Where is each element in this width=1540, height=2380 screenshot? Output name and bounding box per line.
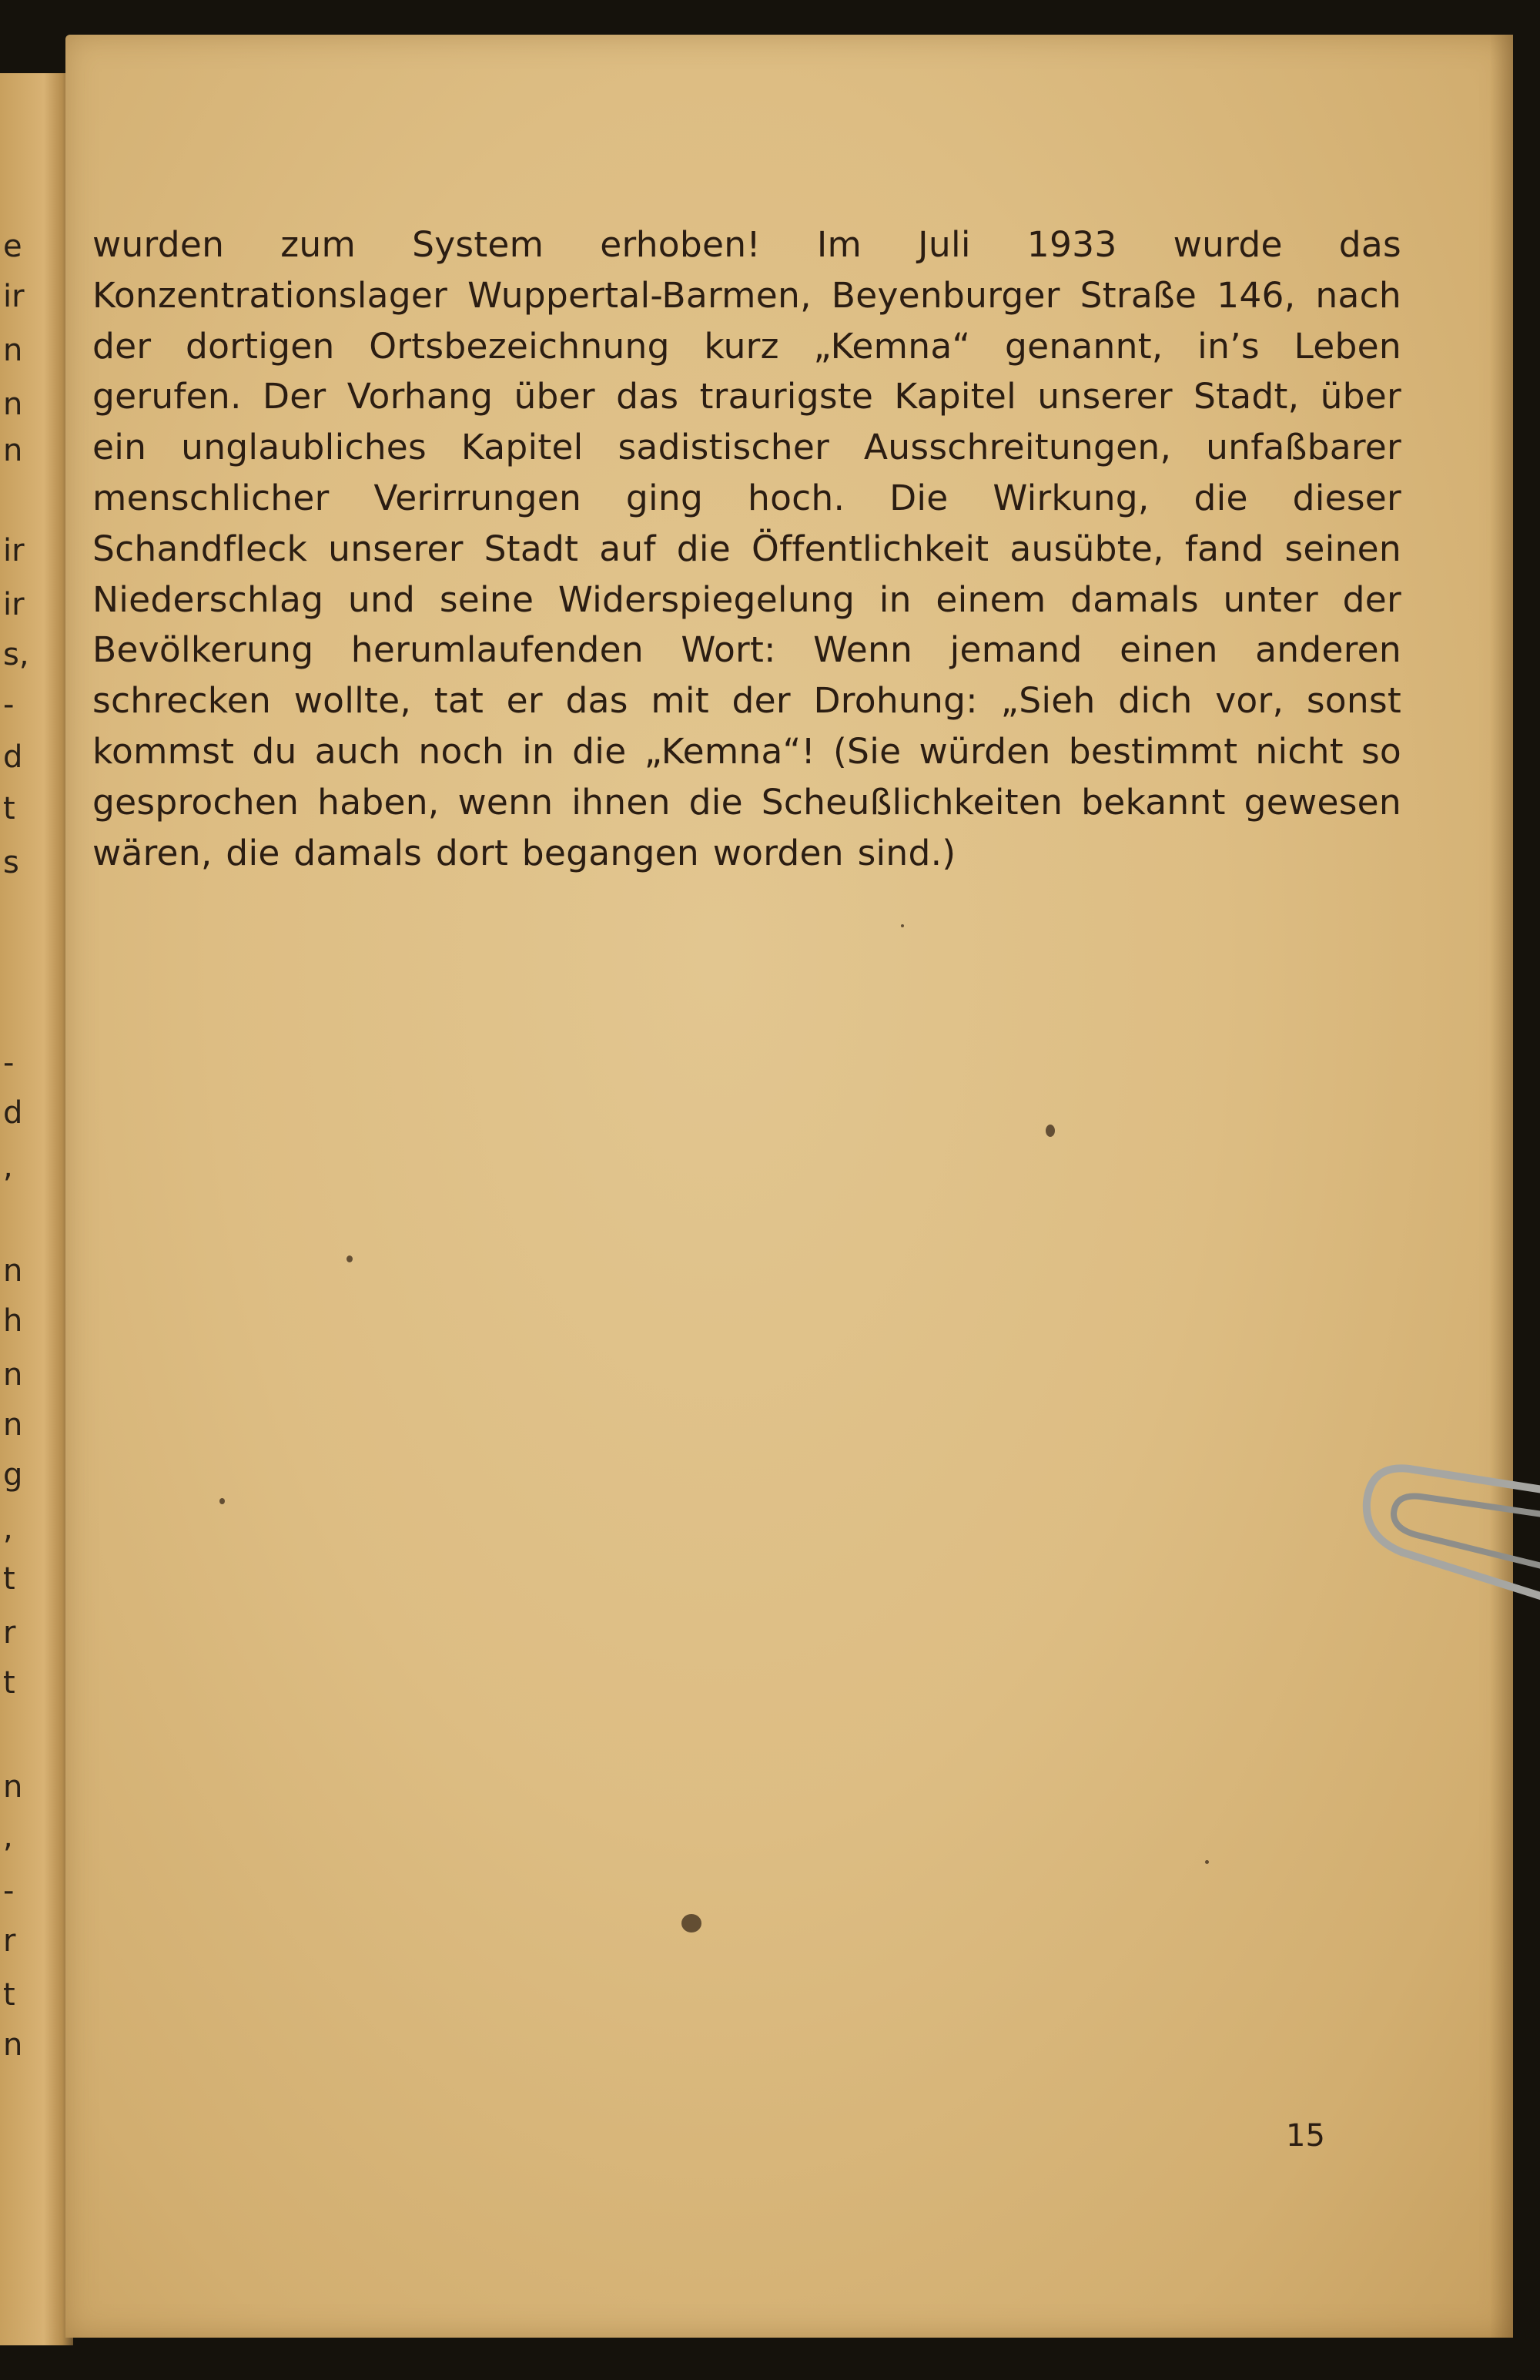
previous-page-fragment: n [3,387,23,422]
page-number: 15 [1286,2118,1325,2154]
book-page [65,35,1513,2338]
paper-speck [901,924,904,927]
previous-page-fragment: r [3,1615,16,1651]
page-edge-shadow [1490,35,1513,2338]
previous-page-fragment: - [3,1873,15,1909]
previous-page-fragment: , [3,1819,13,1855]
previous-page-fragment: s, [3,637,29,672]
previous-page-fragment: n [3,2027,23,2063]
previous-page-fragment: t [3,1561,15,1597]
previous-page-fragment: e [3,229,22,264]
previous-page-edge [0,73,73,2345]
previous-page-fragment: n [3,333,23,368]
previous-page-fragment: d [3,1095,23,1131]
paper-speck [346,1255,353,1262]
previous-page-fragment: s [3,845,19,880]
previous-page-fragment: h [3,1303,23,1339]
previous-page-fragment: , [3,1149,13,1185]
previous-page-fragment: n [3,1357,23,1393]
previous-page-fragment: , [3,1511,13,1547]
previous-page-fragment: t [3,1665,15,1701]
previous-page-fragment: g [3,1457,23,1493]
previous-page-fragment: n [3,1407,23,1443]
paper-speck [1046,1125,1055,1137]
previous-page-fragment: ir [3,279,25,314]
previous-page-fragment: d [3,739,23,775]
previous-page-fragment: ir [3,587,25,622]
paper-speck [1205,1860,1209,1864]
paperclip [1355,1460,1540,1683]
previous-page-fragment: r [3,1923,16,1959]
previous-page-fragment: t [3,791,15,826]
previous-page-fragment: n [3,433,23,468]
previous-page-fragment: t [3,1977,15,2013]
previous-page-fragment: - [3,1045,15,1081]
previous-page-fragment: n [3,1769,23,1805]
body-paragraph: wurden zum System erhoben! Im Juli 1933 wurde das Konzentrationslager Wuppertal-Barmen, Beyenburger Straße 146, nach der dortigen Ortsbezeichnung kurz „Kemna“ genannt, in’s Leben gerufen. Der Vorhang über das traurigste Kapitel unserer Stadt, über ein unglaubliches Kapitel sadistischer Ausschreitungen, unfaßbarer menschlicher Verirrungen ging hoch. Die Wirkung, die dieser Schandfleck unserer Stadt auf die Öffentlichkeit ausübte, fand seinen Niederschlag und seine Widerspiegelung in einem damals unter der Bevölkerung herumlaufenden Wort: Wenn jemand einen anderen schrecken wollte, tat er das mit der Drohung: „Sieh dich vor, sonst kommst du auch noch in die „Kemna“! (Sie würden bestimmt nicht so gesprochen haben, wenn ihnen die Scheußlichkeiten bekannt gewesen wären, die damals dort begangen worden sind.) [92,224,1401,873]
previous-page-fragment: ir [3,533,25,568]
paper-speck [681,1914,701,1932]
previous-page-fragment: - [3,687,15,722]
previous-page-fragment: n [3,1253,23,1289]
paper-speck [219,1498,225,1504]
